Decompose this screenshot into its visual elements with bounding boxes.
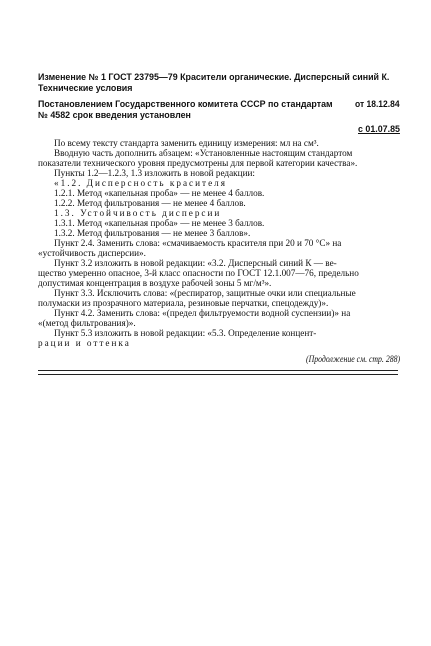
body-line: 1.3.1. Метод «капельная проба» — не менее 3 баллов.: [54, 218, 265, 228]
body-line: Пункт 2.4. Заменить слова: «смачиваемость красителя при 20 и 70 °С» на: [54, 238, 342, 248]
body-line: 1.2.2. Метод фильтрования — не менее 4 баллов.: [54, 198, 246, 208]
body-line: 1.2.1. Метод «капельная проба» — не менее 4 баллов.: [54, 188, 265, 198]
body-line: По всему тексту стандарта заменить единицу измерения: мл на см³.: [54, 138, 319, 148]
body-line: Пункты 1.2—1.2.3, 1.3 изложить в новой редакции:: [54, 168, 255, 178]
body-line: «(метод фильтрования)».: [38, 318, 136, 328]
body-line: Пункт 5.3 изложить в новой редакции: «5.3. Определение концент-: [54, 328, 317, 338]
resolution-number: № 4582 срок введения установлен: [38, 110, 191, 120]
body-line: 1.3. Устойчивость дисперсии: [54, 208, 222, 218]
body-line: полумаски из прозрачного материала, резиновые перчатки, спецодежду)».: [38, 298, 329, 308]
body-line: 1.3.2. Метод фильтрования — не менее 3 баллов».: [54, 228, 251, 238]
body-line: «1.2. Дисперсность красителя: [54, 178, 227, 188]
amendment-title: Изменение № 1 ГОСТ 23795—79 Красители органические. Дисперсный синий К.: [38, 72, 390, 82]
standard-subtitle: Технические условия: [38, 83, 133, 93]
body-line: щество умеренно опасное, 3-й класс опасности по ГОСТ 12.1.007—76, предельно: [38, 268, 359, 278]
body-line: показатели технического уровня предусмотрены для первой категории качества».: [38, 158, 358, 168]
body-line: Пункт 3.2 изложить в новой редакции: «3.2. Дисперсный синий К — ве-: [54, 258, 337, 268]
divider-rule: [38, 370, 398, 371]
body-line: «устойчивость дисперсии».: [38, 248, 146, 258]
resolution-date: от 18.12.84: [355, 99, 400, 109]
body-line: Пункт 4.2. Заменить слова: «(предел фильтруемости водной суспензии)» на: [54, 308, 351, 318]
divider-rule: [38, 374, 398, 375]
body-line: Пункт 3.3. Исключить слова: «(респиратор, защитные очки или специальные: [54, 288, 356, 298]
effective-date: с 01.07.85: [358, 124, 400, 134]
body-line: допустимая концентрация в воздухе рабочей зоны 5 мг/м³».: [38, 278, 272, 288]
body-line: рации и оттенка: [38, 338, 131, 348]
resolution-text: Постановлением Государственного комитета СССР по стандартам: [38, 99, 333, 109]
body-line: Вводную часть дополнить абзацем: «Установленные настоящим стандартом: [54, 148, 353, 158]
continuation-note: (Продолжение см. стр. 288): [306, 354, 401, 364]
